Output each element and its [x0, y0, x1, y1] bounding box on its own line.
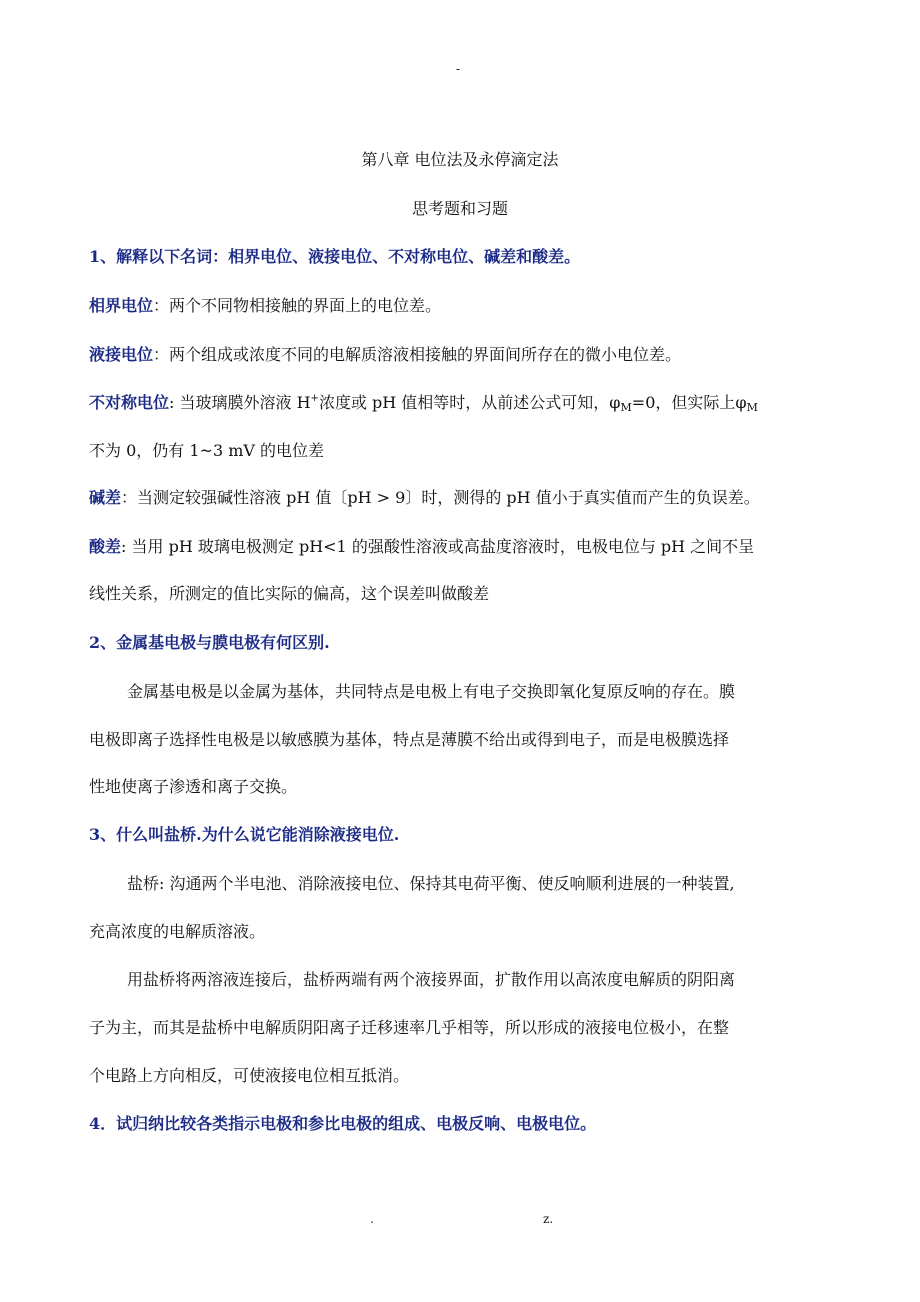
definition-text: : 当玻璃膜外溶液 H — [169, 393, 311, 412]
answer-2-line: 性地使离子渗透和离子交换。 — [89, 777, 298, 796]
footer-right-mark: z. — [543, 1212, 554, 1226]
footer-left-mark: . — [370, 1212, 374, 1226]
answer-3-line: 子为主，而其是盐桥中电解质阴阳离子迁移速率几乎相等，所以形成的液接电位极小，在整 — [89, 1018, 730, 1037]
subscript-m: M — [746, 401, 758, 414]
definition-text: ：两个不同物相接触的界面上的电位差。 — [153, 296, 442, 315]
definition-acid-error-cont: 线性关系，所测定的值比实际的偏高，这个误差叫做酸差 — [89, 584, 490, 603]
section-subtitle: 思考题和习题 — [411, 199, 508, 218]
answer-2-line: 金属基电极是以金属为基体，共同特点是电极上有电子交换即氧化复原反响的存在。膜 — [127, 682, 736, 701]
answer-3-line: 个电路上方向相反，可使液接电位相互抵消。 — [89, 1066, 410, 1085]
question-4: 4．试归纳比较各类指示电极和参比电极的组成、电极反响、电极电位。 — [89, 1114, 597, 1133]
chapter-title: 第八章 电位法及永停滴定法 — [361, 150, 559, 169]
answer-3-line: 盐桥: 沟通两个半电池、消除液接电位、保持其电荷平衡、使反响顺利进展的一种装置, — [127, 874, 735, 893]
definition-text: : 当用 pH 玻璃电极测定 pH<1 的强酸性溶液或高盐度溶液时，电极电位与 pH 之间不呈 — [121, 537, 755, 556]
header-mark: - — [456, 62, 461, 76]
subscript-m: M — [620, 401, 632, 414]
definition-text: ：两个组成或浓度不同的电解质溶液相接触的界面间所存在的微小电位差。 — [153, 345, 682, 364]
term-alkaline-error: 碱差 — [89, 488, 122, 507]
question-3: 3、什么叫盐桥.为什么说它能消除液接电位. — [89, 825, 400, 844]
definition-text: =0，但实际上φ — [631, 393, 747, 412]
answer-2-line: 电极即离子选择性电极是以敏感膜为基体，特点是薄膜不给出或得到电子，而是电极膜选择 — [89, 730, 730, 749]
definition-asymmetry — [89, 390, 758, 414]
term-liquid-junction: 液接电位 — [89, 345, 154, 364]
question-1: 1、解释以下名词：相界电位、液接电位、不对称电位、碱差和酸差。 — [89, 247, 581, 266]
term-asymmetry: 不对称电位 — [89, 393, 170, 412]
question-2: 2、金属基电极与膜电极有何区别. — [89, 633, 330, 652]
definition-liquid-junction — [89, 342, 681, 365]
definition-asymmetry-cont: 不为 0，仍有 1~3 mV 的电位差 — [89, 441, 325, 460]
superscript-plus: + — [310, 393, 319, 404]
definition-text: ：当测定较强碱性溶液 pH 值〔pH > 9〕时，测得的 pH 值小于真实值而产生的负误差。 — [121, 488, 760, 507]
definition-phase-boundary — [89, 293, 441, 316]
definition-text: 浓度或 pH 值相等时，从前述公式可知，φ — [318, 393, 621, 412]
definition-acid-error — [89, 534, 754, 557]
term-phase-boundary: 相界电位 — [89, 296, 154, 315]
term-acid-error: 酸差 — [89, 537, 122, 556]
definition-alkaline-error — [89, 485, 760, 508]
answer-3-line: 充高浓度的电解质溶液。 — [89, 922, 266, 941]
answer-3-line: 用盐桥将两溶液连接后，盐桥两端有两个液接界面，扩散作用以高浓度电解质的阴阳离 — [127, 970, 736, 989]
